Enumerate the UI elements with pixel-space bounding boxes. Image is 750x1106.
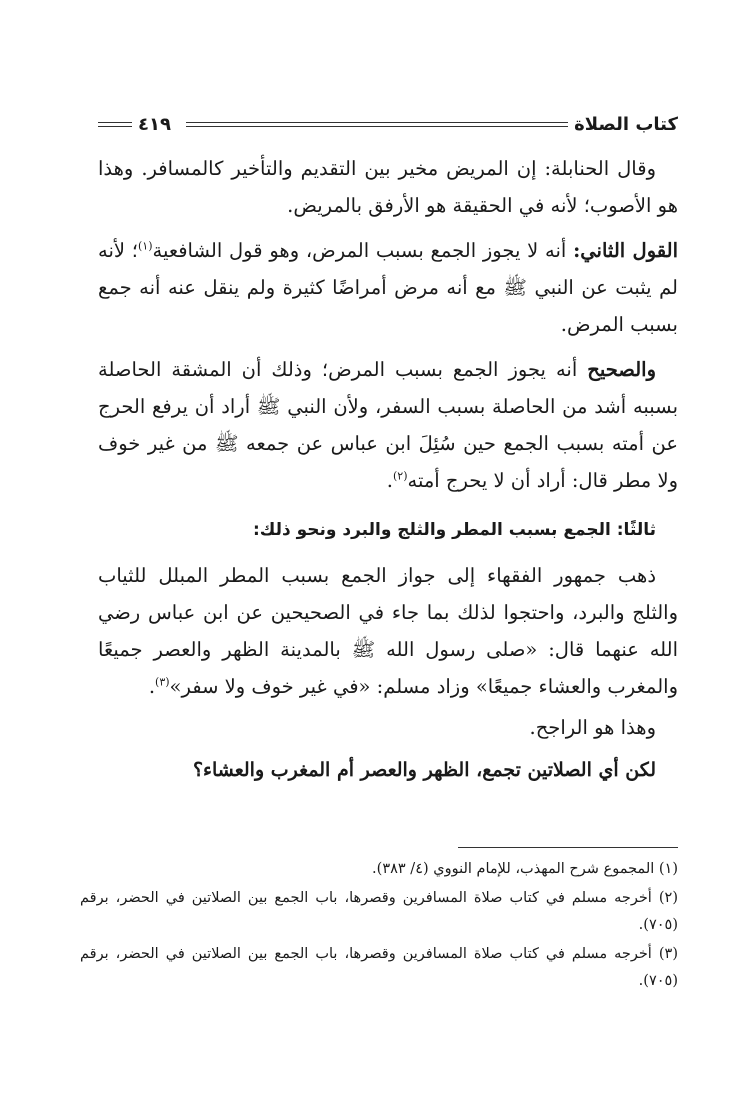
correct-view-text: أنه يجوز الجمع بسبب المرض؛ وذلك أن المشقة الحاصلة بسببه أشد من الحاصلة بسبب السفر، ولأن النبي ﷺ أراد أن يرفع الحرج عن أمته بسبب الجمع حين سُئِلَ ابن عباس عن جمعه ﷺ من غير خوف ولا مطر قال: أراد أن لا يحرج أمته: [98, 358, 678, 492]
running-header: [98, 112, 678, 138]
footnote-3: (٣) أخرجه مسلم في كتاب صلاة المسافرين وقصرها، باب الجمع بين الصلاتين في الحضر، برقم (٧٠٥).: [80, 946, 678, 989]
second-opinion-lead: القول الثاني:: [573, 239, 678, 262]
header-rule: [186, 122, 568, 127]
paragraph-hanabila: وقال الحنابلة: إن المريض مخير بين التقديم والتأخير كالمسافر. وهذا هو الأصوب؛ لأنه في الحقيقة هو الأرفق بالمريض.: [98, 157, 678, 217]
second-opinion-text-cont: ؛ لأنه لم يثبت عن النبي ﷺ مع أنه مرض أمراضًا كثيرة ولم ينقل عنه أنه جمع بسبب المرض.: [98, 239, 678, 336]
header-rule-short: [98, 122, 132, 127]
paragraph-second-opinion: [98, 232, 678, 343]
majority-text-end: .: [148, 675, 156, 698]
footnote-ref-1[interactable]: (١): [137, 239, 153, 253]
second-opinion-text: أنه لا يجوز الجمع بسبب المرض، وهو قول الشافعية: [152, 239, 574, 262]
chapter-title: كتاب الصلاة: [574, 114, 678, 135]
main-text: [98, 150, 678, 790]
section-heading-third: ثالثًا: الجمع بسبب المطر والثلج والبرد ونحو ذلك:: [252, 520, 656, 540]
footnote-ref-2[interactable]: (٢): [392, 469, 408, 483]
footnote-ref-3[interactable]: (٣): [155, 675, 170, 689]
footnote-2: (٢) أخرجه مسلم في كتاب صلاة المسافرين وقصرها، باب الجمع بين الصلاتين في الحضر، برقم (٧٠٥).: [80, 890, 678, 933]
paragraph-preferred: وهذا هو الراجح.: [529, 716, 656, 739]
paragraph-correct-view: [98, 351, 678, 499]
correct-view-text-end: .: [386, 469, 393, 492]
correct-view-lead: والصحيح: [587, 358, 656, 381]
page-number: ٤١٩: [138, 114, 171, 135]
footnotes: [80, 856, 678, 997]
footnote-1: (١) المجموع شرح المهذب، للإمام النووي (٤/ ٣٨٣).: [372, 861, 678, 877]
question-heading: لكن أي الصلاتين تجمع، الظهر والعصر أم المغرب والعشاء؟: [192, 759, 656, 781]
majority-text: ذهب جمهور الفقهاء إلى جواز الجمع بسبب المطر المبلل للثياب والثلج والبرد، واحتجوا لذلك بما جاء في الصحيحين عن ابن عباس رضي الله عنهما قال: «صلى رسول الله ﷺ بالمدينة الظهر والعصر جميعًا والمغرب والعشاء جميعًا» وزاد مسلم: «في غير خوف ولا سفر»: [98, 564, 678, 698]
footnote-separator: [458, 847, 678, 848]
paragraph-majority: [98, 557, 678, 705]
